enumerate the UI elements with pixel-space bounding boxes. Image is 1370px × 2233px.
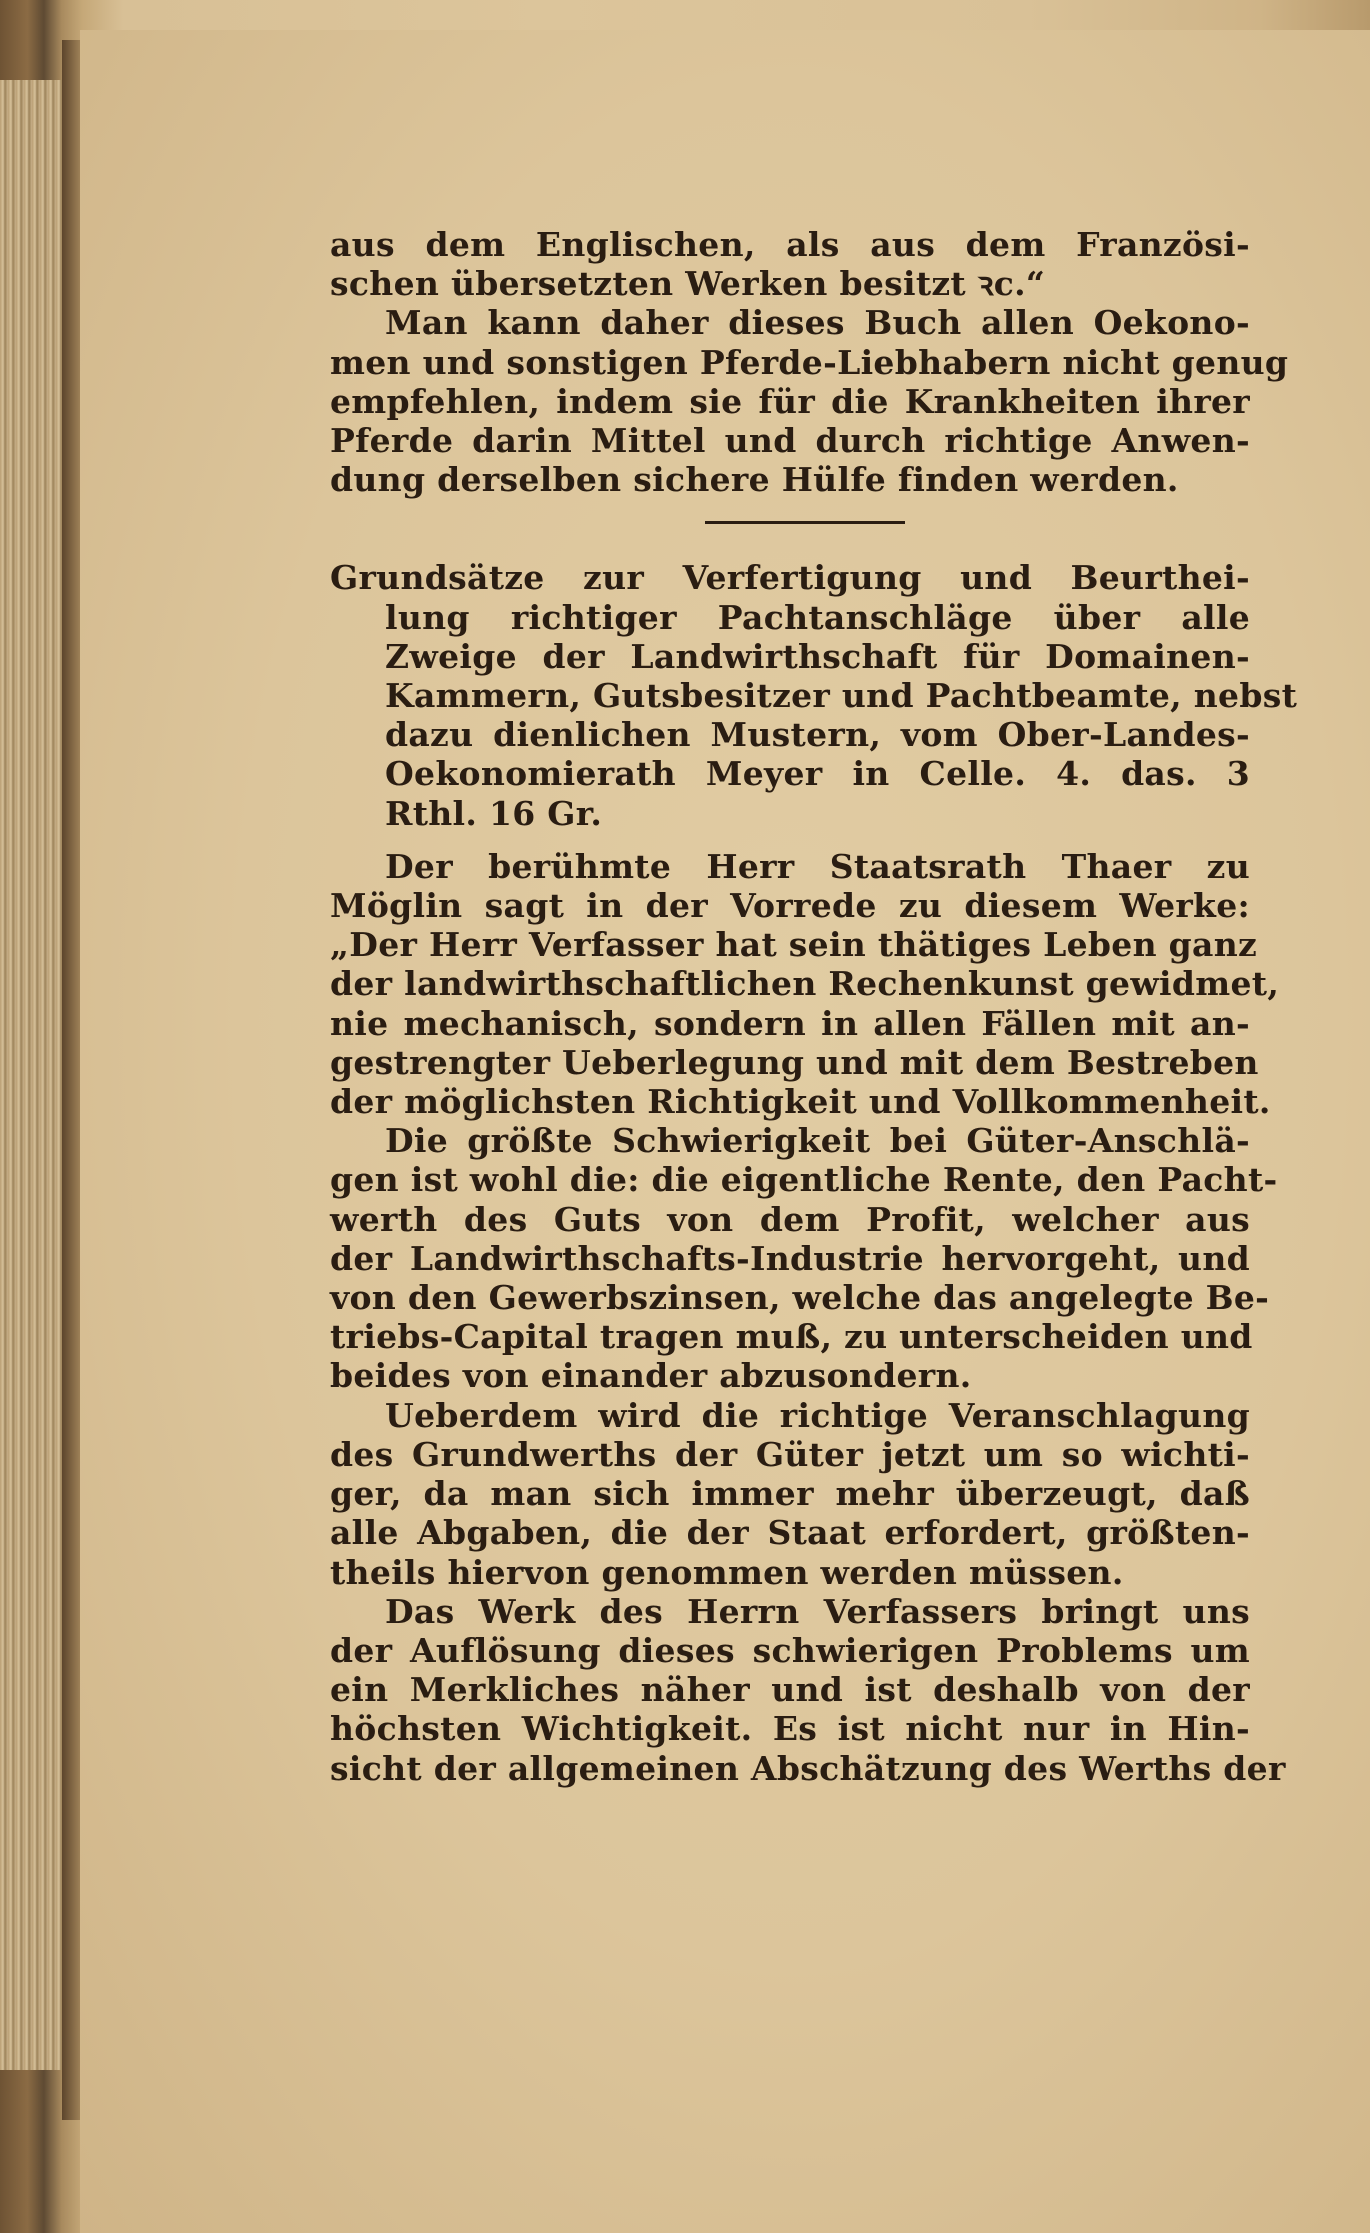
book-entry-title	[330, 558, 1298, 833]
text-line: Pferde darin Mittel und durch richtige Anwen-	[330, 421, 1250, 461]
text-line: ein Merkliches näher und ist deshalb von der	[330, 1670, 1250, 1710]
text-line: triebs-Capital tragen muß, zu unterscheiden und	[330, 1317, 1253, 1357]
text-line: aus dem Englischen, als aus dem Französi-	[330, 225, 1250, 264]
text-line: der landwirthschaftlichen Rechenkunst gewidmet,	[330, 964, 1280, 1004]
text-line: dung derselben sichere Hülfe finden werden.	[330, 460, 1179, 500]
text-line: sicht der allgemeinen Abschätzung des Werths der	[330, 1748, 1286, 1788]
text-line: des Grundwerths der Güter jetzt um so wichti-	[330, 1434, 1250, 1474]
text-line: ger, da man sich immer mehr überzeugt, daß	[330, 1474, 1250, 1514]
paragraph-recommendation	[330, 303, 1289, 500]
text-line: werth des Guts von dem Profit, welcher aus	[330, 1199, 1250, 1239]
text-line: Die größte Schwierigkeit bei Güter-Anschlä-	[385, 1121, 1250, 1161]
text-line: men und sonstigen Pferde-Liebhabern nicht genug	[330, 342, 1289, 382]
text-line: der Auflösung dieses schwierigen Problems um	[330, 1630, 1250, 1670]
text-line: gen ist wohl die: die eigentliche Rente, den Pacht-	[330, 1160, 1278, 1200]
text-line: empfehlen, indem sie für die Krankheiten ihrer	[330, 381, 1250, 421]
text-line: Grundsätze zur Verfertigung und Beurthei-	[330, 558, 1250, 598]
paragraph-work	[330, 1591, 1286, 1788]
text-line: Das Werk des Herrn Verfassers bringt uns	[385, 1591, 1250, 1631]
text-line: der Landwirthschafts-Industrie hervorgeht, und	[330, 1238, 1250, 1278]
page-edges	[0, 80, 64, 2070]
paragraph-difficulty	[330, 1121, 1278, 1396]
text-line: beides von einander abzusondern.	[330, 1356, 972, 1396]
text-line: der möglichsten Richtigkeit und Vollkommenheit.	[330, 1082, 1271, 1122]
paragraph-valuation	[330, 1396, 1250, 1592]
text-line: nie mechanisch, sondern in allen Fällen mit an-	[330, 1003, 1250, 1043]
paragraph-continuation	[330, 225, 1250, 303]
page-text	[330, 225, 1298, 1788]
text-line: von den Gewerbszinsen, welche das angelegte Be-	[330, 1278, 1270, 1318]
text-line: theils hiervon genommen werden müssen.	[330, 1552, 1124, 1592]
text-line: alle Abgaben, die der Staat erfordert, größten-	[330, 1513, 1250, 1553]
text-line: höchsten Wichtigkeit. Es ist nicht nur in Hin-	[330, 1709, 1250, 1749]
paragraph-thaer-quote	[330, 846, 1280, 1122]
text-line: Zweige der Landwirthschaft für Domainen-	[385, 636, 1250, 676]
section-divider	[705, 521, 905, 524]
text-line: Der berühmte Herr Staatsrath Thaer zu	[385, 846, 1250, 886]
book-gutter	[62, 40, 82, 2120]
text-line: lung richtiger Pachtanschläge über alle	[385, 597, 1250, 637]
text-line: gestrengter Ueberlegung und mit dem Bestreben	[330, 1042, 1259, 1082]
text-line: Oekonomierath Meyer in Celle. 4. das. 3	[385, 754, 1250, 794]
text-line: Rthl. 16 Gr.	[385, 793, 603, 833]
text-line: Möglin sagt in der Vorrede zu diesem Werke:	[330, 886, 1250, 926]
text-line: dazu dienlichen Mustern, vom Ober-Landes-	[385, 715, 1250, 755]
text-line: „Der Herr Verfasser hat sein thätiges Leben ganz	[330, 925, 1258, 965]
text-line: Ueberdem wird die richtige Veranschlagung	[385, 1395, 1250, 1435]
text-line: Man kann daher dieses Buch allen Oekono-	[385, 303, 1250, 343]
text-line: schen übersetzten Werken besitzt ꝛc.“	[330, 264, 1046, 304]
text-line: Kammern, Gutsbesitzer und Pachtbeamte, nebst	[385, 676, 1298, 716]
